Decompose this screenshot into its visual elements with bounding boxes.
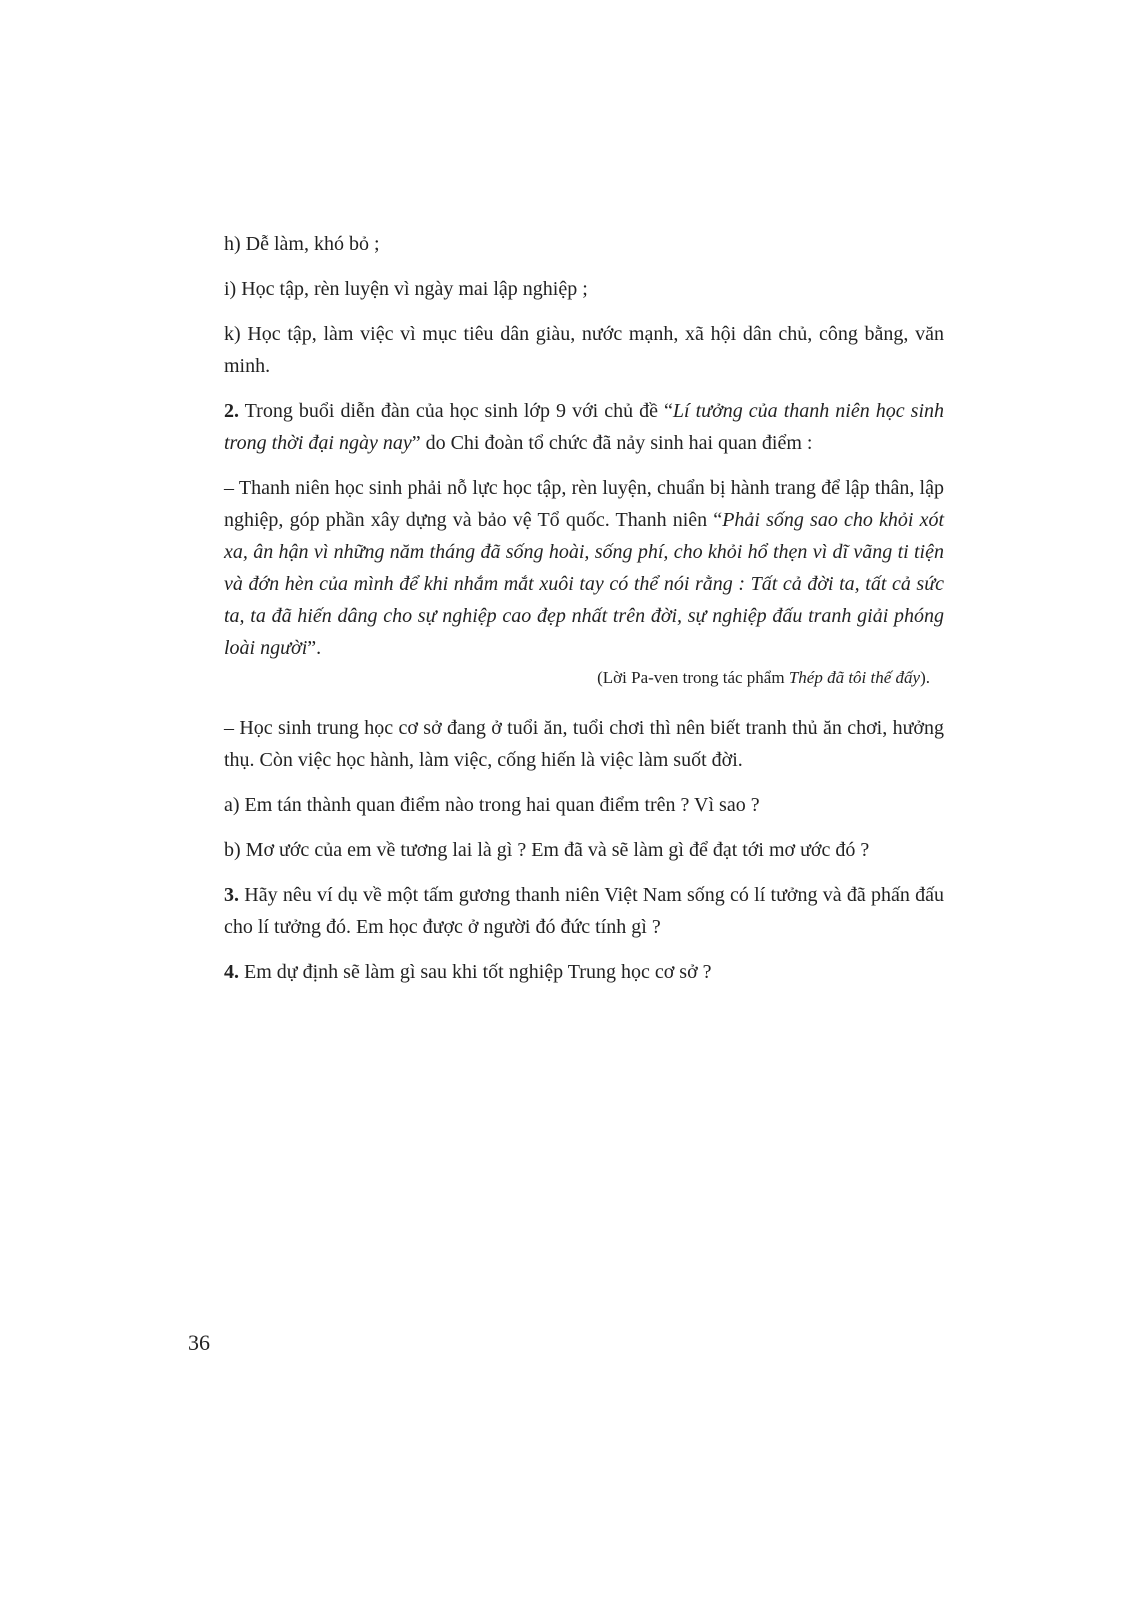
- question-2a: a) Em tán thành quan điểm nào trong hai quan điểm trên ? Vì sao ?: [224, 794, 760, 816]
- viewpoint-1-close: ”.: [307, 637, 322, 659]
- page-number: 36: [188, 1330, 210, 1355]
- question-2-intro-a: Trong buổi diễn đàn của học sinh lớp 9 với chủ đề “: [239, 400, 673, 422]
- question-2-topic: Lí tưởng của thanh niên học sinh trong thời đại ngày nay: [224, 400, 944, 454]
- question-4-number: 4.: [224, 961, 239, 983]
- question-4: [224, 956, 944, 988]
- item-k: k) Học tập, làm việc vì mục tiêu dân giàu, nước mạnh, xã hội dân chủ, công bằng, văn minh.: [224, 323, 944, 377]
- question-3: [224, 879, 944, 943]
- quote-source-title: Thép đã tôi thế đấy: [788, 668, 921, 687]
- question-3-number: 3.: [224, 884, 239, 906]
- question-4-text: Em dự định sẽ làm gì sau khi tốt nghiệp Trung học cơ sở ?: [239, 961, 712, 983]
- question-2-number: 2.: [224, 400, 239, 422]
- quote-source-b: ).: [920, 668, 930, 687]
- question-2b: b) Mơ ước của em về tương lai là gì ? Em đã và sẽ làm gì để đạt tới mơ ước đó ?: [224, 839, 870, 861]
- viewpoint-1-quote: Phải sống sao cho khỏi xót xa, ân hận vì những năm tháng đã sống hoài, sống phí, cho khỏi hổ thẹn vì dĩ vãng ti tiện và đớn hèn của mình để khi nhắm mắt xuôi tay có thể nói rằng : Tất cả đời ta, tất cả sức ta, ta đã hiến dâng cho sự nghiệp cao đẹp nhất trên đời, sự nghiệp đấu tranh giải phóng loài người: [224, 509, 944, 659]
- quote-source-a: (Lời Pa-ven trong tác phẩm: [597, 668, 789, 687]
- viewpoint-1-text: – Thanh niên học sinh phải nỗ lực học tập, rèn luyện, chuẩn bị hành trang để lập thân, lập nghiệp, góp phần xây dựng và bảo vệ Tổ quốc. Thanh niên “: [224, 477, 944, 531]
- page-body: [224, 228, 944, 1001]
- item-h: h) Dễ làm, khó bỏ ;: [224, 233, 380, 255]
- item-i: i) Học tập, rèn luyện vì ngày mai lập nghiệp ;: [224, 278, 588, 300]
- viewpoint-2: – Học sinh trung học cơ sở đang ở tuổi ăn, tuổi chơi thì nên biết tranh thủ ăn chơi, hưởng thụ. Còn việc học hành, làm việc, cống hiến là việc làm suốt đời.: [224, 717, 944, 771]
- question-2-intro: [224, 395, 944, 459]
- viewpoint-1: [224, 472, 944, 664]
- question-3-text: Hãy nêu ví dụ về một tấm gương thanh niên Việt Nam sống có lí tưởng và đã phấn đấu cho lí tưởng đó. Em học được ở người đó đức tính gì ?: [224, 884, 944, 938]
- quote-source: [224, 666, 930, 690]
- question-2-intro-b: ” do Chi đoàn tổ chức đã nảy sinh hai quan điểm :: [411, 432, 813, 454]
